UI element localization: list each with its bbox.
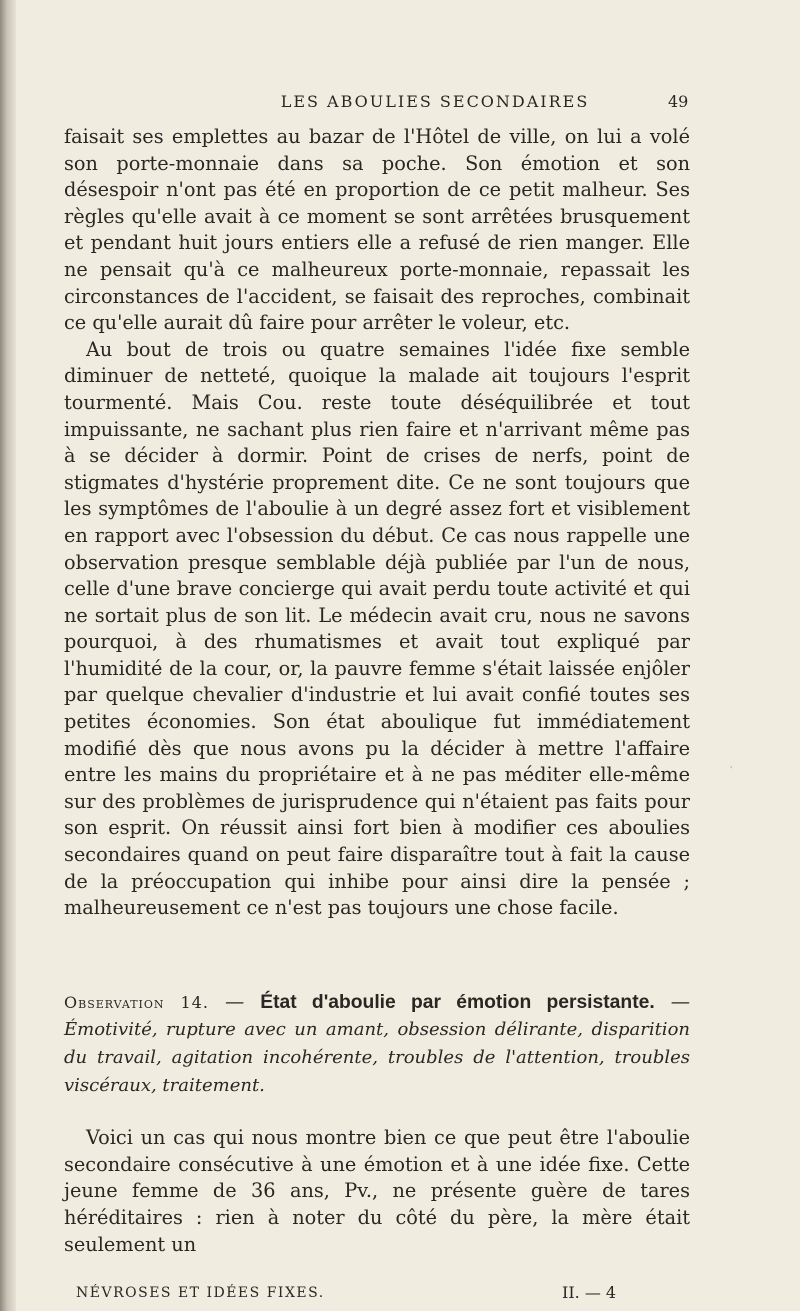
observation-heading <box>64 989 690 1099</box>
margin-mark: ‵ <box>730 766 733 777</box>
paragraph: Voici un cas qui nous montre bien ce que peut être l'aboulie secondaire consécutive à une émotion et à une idée fixe. Cette jeune femme de 36 ans, Pv., ne présente guère de tares héréditaires : rien à noter du côté du père, la mère était seulement un <box>64 1126 690 1256</box>
page-binding-edge <box>0 0 16 1311</box>
page-footer <box>76 1285 688 1301</box>
observation-label: Observation 14. <box>64 992 209 1012</box>
footer-title: NÉVROSES ET IDÉES FIXES. <box>76 1285 325 1301</box>
paragraph: faisait ses emplettes au bazar de l'Hôtel de ville, on lui a volé son porte-monnaie dans sa poche. Son émotion et son désespoir n'ont pas été en proportion de ce petit malheur. Ses règles qu'elle avait à ce moment se sont arrêtées brusquement et pendant huit jours entiers elle a refusé de rien manger. Elle ne pensait qu'à ce malheureux porte-monnaie, repassait les circonstances de l'accident, se faisait des reproches, combinait ce qu'elle aurait dû faire pour arrêter le voleur, etc. <box>64 125 690 335</box>
page-number: 49 <box>668 92 689 111</box>
observation-dash: — <box>208 989 261 1013</box>
observation-subtitle: Émotivité, rupture avec un amant, obsession délirante, disparition du travail, agitation incohérente, troubles de l'attention, troubles viscéraux, traitement. <box>64 1019 690 1096</box>
paragraph: Au bout de trois ou quatre semaines l'idée fixe semble diminuer de netteté, quoique la malade ait toujours l'esprit tourmenté. Mais Cou. reste toute déséquilibrée et tout impuissante, ne sachant plus rien faire et n'arrivant même pas à se décider à dormir. Point de crises de nerfs, point de stigmates d'hystérie proprement dite. Ce ne sont toujours que les symptômes de l'aboulie à un degré assez fort et visiblement en rapport avec l'obsession du début. Ce cas nous rappelle une observation presque semblable déjà publiée par l'un de nous, celle d'une brave concierge qui avait perdu toute activité et qui ne sortait plus de son lit. Le médecin avait cru, nous ne savons pourquoi, à des rhumatismes et avait tout expliqué par l'humidité de la cour, or, la pauvre femme s'était laissée enjôler par quelque chevalier d'industrie et lui avait confié toutes ses petites économies. Son état aboulique fut immédiatement modifié dès que nous avons pu la décider à mettre l'affaire entre les mains du propriétaire et à ne pas méditer elle-même sur des problèmes de jurisprudence qui n'étaient pas faits pour son esprit. On réussit ainsi fort bien à modifier ces aboulies secondaires quand on peut faire disparaître tout à fait la cause de la préoccupation qui inhibe pour ainsi dire la pensée ; malheureusement ce n'est pas toujours une chose facile. <box>64 337 690 920</box>
running-header: LES ABOULIES SECONDAIRES <box>280 92 590 111</box>
observation-title: État d'aboulie par émotion persistante. <box>260 991 655 1013</box>
page-body <box>64 124 690 1258</box>
observation-dash: — <box>654 989 690 1013</box>
signature-mark: II. — 4 <box>562 1283 617 1302</box>
